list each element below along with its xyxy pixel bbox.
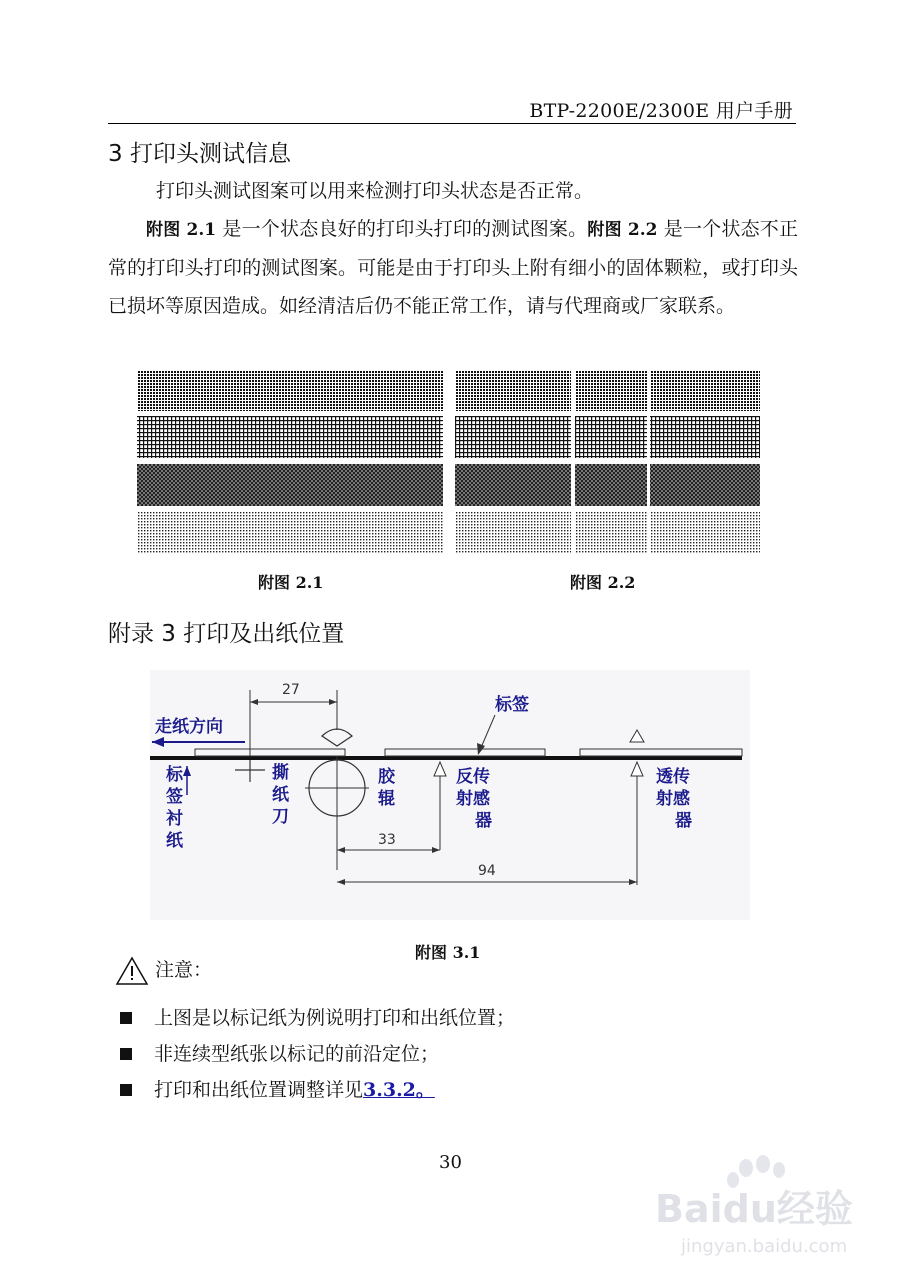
fig31-caption: 附图 3.1 (415, 943, 481, 962)
svg-text:器: 器 (675, 811, 692, 831)
svg-text:衬: 衬 (166, 809, 183, 829)
label-tag: 标签 (495, 695, 529, 715)
description-paragraph (108, 210, 798, 325)
fig21-pattern (137, 370, 443, 553)
label-cutter (272, 762, 290, 827)
list-item: 上图是以标记纸为例说明打印和出纸位置； (120, 1000, 515, 1036)
fig22-pattern (455, 368, 760, 556)
paw-logo-icon (727, 1155, 785, 1188)
svg-text:辊: 辊 (378, 789, 395, 809)
list-item: 非连续型纸张以标记的前沿定位； (120, 1036, 515, 1072)
fig22-caption: 附图 2.2 (570, 573, 636, 592)
square-bullet-icon (120, 1084, 132, 1096)
svg-text:透传: 透传 (656, 767, 690, 787)
label-direction: 走纸方向 (155, 717, 223, 737)
note-title: 注意： (155, 959, 213, 981)
svg-text:撕: 撕 (272, 763, 289, 783)
svg-text:器: 器 (475, 811, 492, 831)
para-part2: 是一个状态不正常的打印头打印的测试图案。可能是由于打印头上附有细小的固体颗粒，或打印头已损坏等原因造成。如经清洁后仍不能正常工作，请与代理商或厂家联系。 (108, 218, 798, 317)
dim-27: 27 (282, 682, 300, 698)
svg-text:标: 标 (166, 765, 183, 785)
note-heading (115, 955, 212, 986)
svg-text:签: 签 (166, 787, 183, 807)
page-number: 30 (439, 1152, 462, 1173)
print-position-diagram (150, 670, 750, 920)
test-pattern-figures (135, 368, 765, 556)
svg-text:射感: 射感 (456, 789, 490, 809)
appendix-heading: 附录 3 打印及出纸位置 (108, 621, 345, 647)
intro-paragraph: 打印头测试图案可以用来检测打印头状态是否正常。 (156, 180, 594, 202)
watermark-url: jingyan.baidu.com (681, 1236, 848, 1257)
fig21-ref: 附图 2.1 (146, 220, 217, 240)
fig22-ref: 附图 2.2 (587, 220, 658, 240)
section-link-3-3-2[interactable]: 3.3.2。 (363, 1079, 435, 1101)
list-item: 打印和出纸位置调整详见 3.3.2。 (120, 1072, 515, 1108)
square-bullet-icon (120, 1012, 132, 1024)
svg-text:反传: 反传 (456, 767, 490, 787)
header-title: BTP-2200E/2300E 用户手册 (529, 100, 793, 122)
svg-text:纸: 纸 (272, 785, 289, 805)
baidu-watermark (651, 1150, 861, 1260)
svg-text:胶: 胶 (378, 767, 395, 787)
warning-icon (115, 956, 149, 986)
dim-94: 94 (478, 863, 496, 879)
svg-text:刀: 刀 (272, 807, 289, 827)
watermark-brand: Baidu经验 (655, 1187, 853, 1231)
para-part1: 是一个状态良好的打印头打印的测试图案。 (216, 218, 588, 240)
fig21-caption: 附图 2.1 (258, 573, 324, 592)
header-rule (108, 123, 796, 124)
section-heading: 3 打印头测试信息 (108, 141, 291, 167)
svg-text:纸: 纸 (166, 831, 183, 851)
note-list (120, 1000, 515, 1108)
svg-text:射感: 射感 (656, 789, 690, 809)
dim-33: 33 (378, 832, 396, 848)
square-bullet-icon (120, 1048, 132, 1060)
